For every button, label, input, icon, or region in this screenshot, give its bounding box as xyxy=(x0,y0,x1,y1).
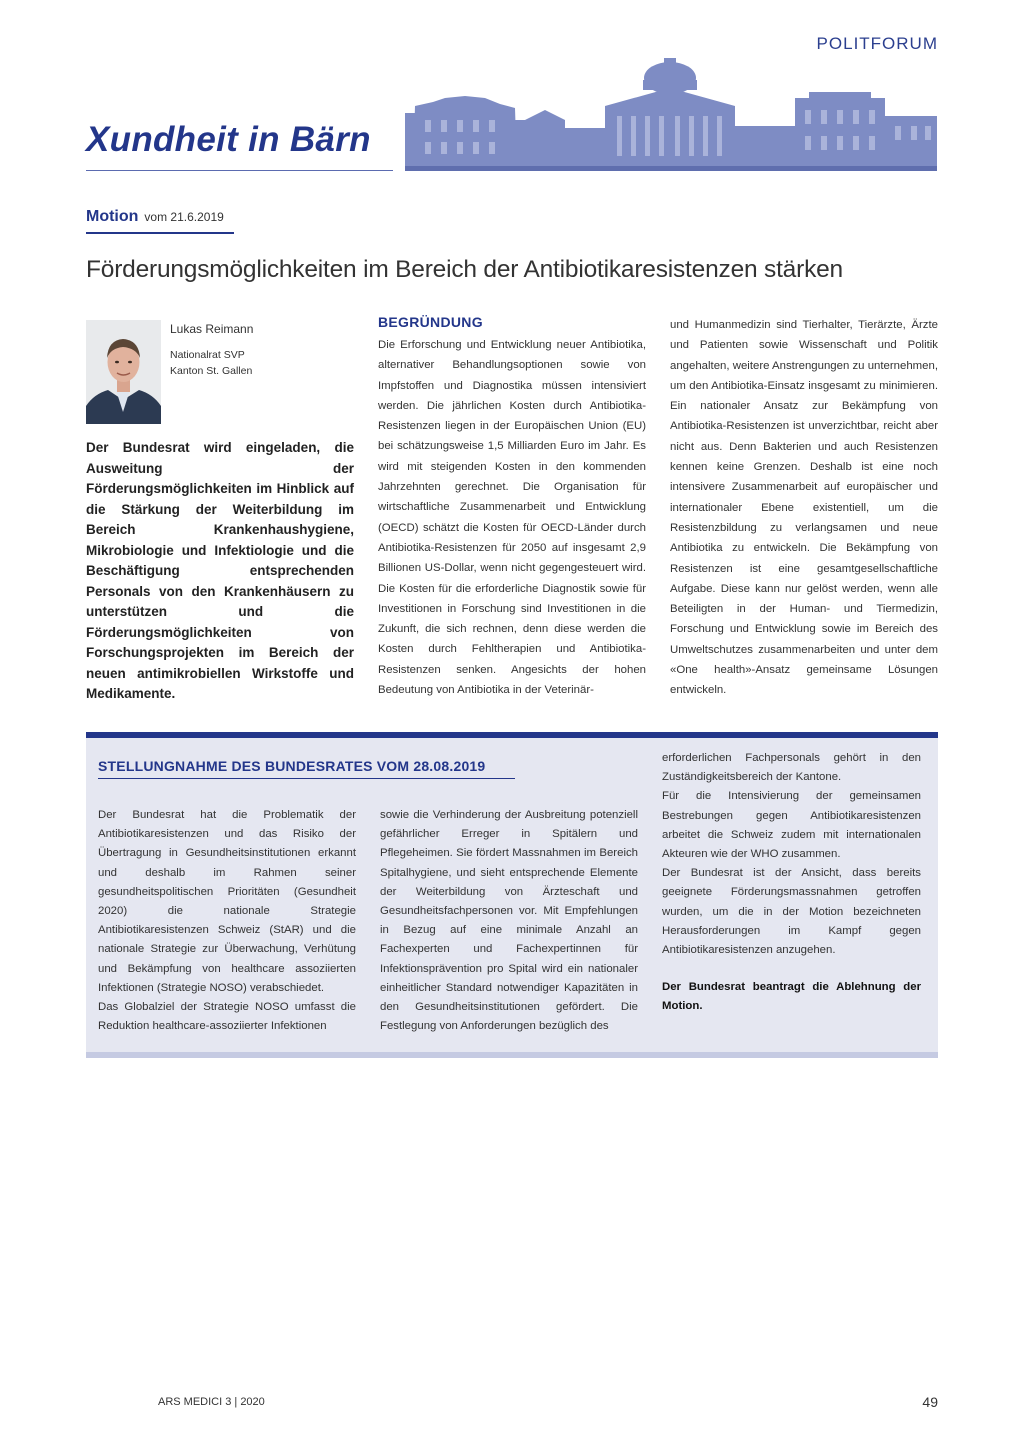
justification-column-2: und Humanmedizin sind Tierhalter, Tierärzte, Ärzte und Patienten sowie Wissenschaft und Politik angehalten, weitere Anstrengungen zu unternehmen, um den Antibiotika-Einsatz insgesamt zu minimieren. Ein nationaler Ansatz zur Bekämpfung von Antibiotika-Resistenzen ist unverzichtbar, reicht aber nicht aus. Denn Bakterien und auch Resistenzen kennen keine Grenzen. Deshalb ist eine noch intensivere Zusammenarbeit auf europäischer und internationaler Ebene existentiell, um die Resistenzbildung zu verlangsamen und neue Antibiotika zu entwickeln. Die Bekämpfung von Resistenzen ist eine gesamtgesellschaftliche Aufgabe. Diese kann nur gelöst werden, wenn alle Beteiligten in der Human- und Tiermedizin, Forschung und Entwicklung sowie im Bereich des Umweltschutzes zusammenarbeiten und unter dem «One health»-Ansatz gemeinsame Lösungen entwickeln. xyxy=(670,319,938,697)
motion-label: Motion xyxy=(86,208,139,225)
author-role-party: Nationalrat SVP xyxy=(170,349,245,361)
statement-heading: STELLUNGNAHME DES BUNDESRATES VOM 28.08.2019 xyxy=(98,758,486,774)
statement-column-3 xyxy=(662,749,921,1017)
page-number: 49 xyxy=(922,1394,938,1410)
statement-conclusion: Der Bundesrat beantragt die Ablehnung der Motion. xyxy=(662,981,921,1013)
statement-paragraph: Der Bundesrat ist der Ansicht, dass bereits geeignete Förderungsmassnahmen getroffen wurden, um die in der Motion bezeichneten Herausforderungen im Kampf gegen Antibiotikaresistenzen anzugehen. xyxy=(662,867,921,957)
motion-underline xyxy=(86,232,234,234)
statement-paragraph: erforderlichen Fachpersonals gehört in den Zuständigkeitsbereich der Kantone. xyxy=(662,752,921,784)
statement-box-bottom-border xyxy=(86,1052,938,1058)
motion-date: vom 21.6.2019 xyxy=(144,210,224,224)
motion-lead-text: Der Bundesrat wird eingeladen, die Ausweitung der Förderungsmöglichkeiten im Hinblick auf die Stärkung der Weiterbildung im Bereich Krankenhaushygiene, Mikrobiologie und Infektiologie und die Beschäftigung entsprechenden Personals von den Krankenhäusern zu unterstützen und die Förderungsmöglichkeiten von Forschungsprojekten im Bereich der neuen antimikrobiellen Wirkstoffe und Medikamente. xyxy=(86,440,354,701)
page-title: Xundheit in Bärn xyxy=(86,120,371,159)
author-affiliation xyxy=(170,347,252,379)
justification-column-1: Die Erforschung und Entwicklung neuer Antibiotika, alternativer Behandlungsoptionen sowie von Impfstoffen und Diagnostika müssen intensiviert werden. Die jährlichen Kosten durch Antibiotika-Resistenzen liegen in der Europäischen Union (EU) bei schätzungsweise 1,5 Milliarden Euro im Jahr. Es wird mit steigenden Kosten in den kommenden Jahrzehnten gerechnet. Die Organisation für wirtschaftliche Zusammenarbeit und Entwicklung (OECD) schätzt die Kosten für OECD-Länder durch Antibiotika-Resistenzen für 2050 auf insgesamt 2,9 Billionen US-Dollar, wenn nicht gegengesteuert wird. Die Kosten für die erforderliche Diagnostik sowie für Investitionen in Forschung sind Investitionen in die Zukunft, die sich rechnen, denn diese werden die Kosten durch Fehltherapien und Antibiotika-Resistenzen senken. Angesichts der hohen Bedeutung von Antibiotika in der Veterinär- xyxy=(378,339,646,697)
title-underline xyxy=(86,170,393,171)
statement-paragraph: Der Bundesrat hat die Problematik der Antibiotikaresistenzen und das Risiko der Übertragung in Gesundheitsinstitutionen erkannt und deshalb im Rahmen seiner gesundheitspolitischen Prioritäten (Gesundheit 2020) die nationale Strategie Antibiotikaresistenzen Schweiz (StAR) und die nationale Strategie zur Überwachung, Verhütung und Bekämpfung von healthcare assoziierten Infektionen (Strategie NOSO) verabschiedet. xyxy=(98,809,356,994)
author-portrait xyxy=(86,320,161,424)
journal-issue: ARS MEDICI 3 | 2020 xyxy=(158,1396,265,1408)
statement-column-1 xyxy=(98,806,356,1036)
statement-paragraph: Das Globalziel der Strategie NOSO umfasst die Reduktion healthcare-assoziierter Infektionen xyxy=(98,1001,356,1033)
statement-paragraph: Für die Intensivierung der gemeinsamen Bestrebungen gegen Antibiotikaresistenzen arbeitet die Schweiz zudem mit internationalen Akteuren wie der WHO zusammen. xyxy=(662,790,921,861)
justification-heading: BEGRÜNDUNG xyxy=(378,314,483,330)
parliament-building-illustration xyxy=(405,58,937,171)
motion-title: Förderungsmöglichkeiten im Bereich der Antibiotikaresistenzen stärken xyxy=(86,256,843,283)
section-tag: POLITFORUM xyxy=(816,34,938,53)
motion-meta xyxy=(86,208,224,226)
statement-heading-underline xyxy=(98,778,515,779)
author-role-canton: Kanton St. Gallen xyxy=(170,365,253,377)
statement-column-2: sowie die Verhinderung der Ausbreitung potenziell gefährlicher Erreger in Spitälern und Pflegeheimen. Sie fördert Massnahmen im Bereich Spitalhygiene, und sieht entsprechende Elemente der Weiterbildung von Ärzteschaft und Gesundheitsfachpersonen vor. Mit Empfehlungen in Bezug auf eine minimale Anzahl an Fachexperten und Fachexpertinnen für Infektionsprävention pro Spital wird ein nationaler einheitlicher Standard notwendiger Kapazitäten in den Gesundheitsinstitutionen gefördert. Die Festlegung von Anforderungen bezüglich des xyxy=(380,809,638,1033)
author-name: Lukas Reimann xyxy=(170,322,254,336)
